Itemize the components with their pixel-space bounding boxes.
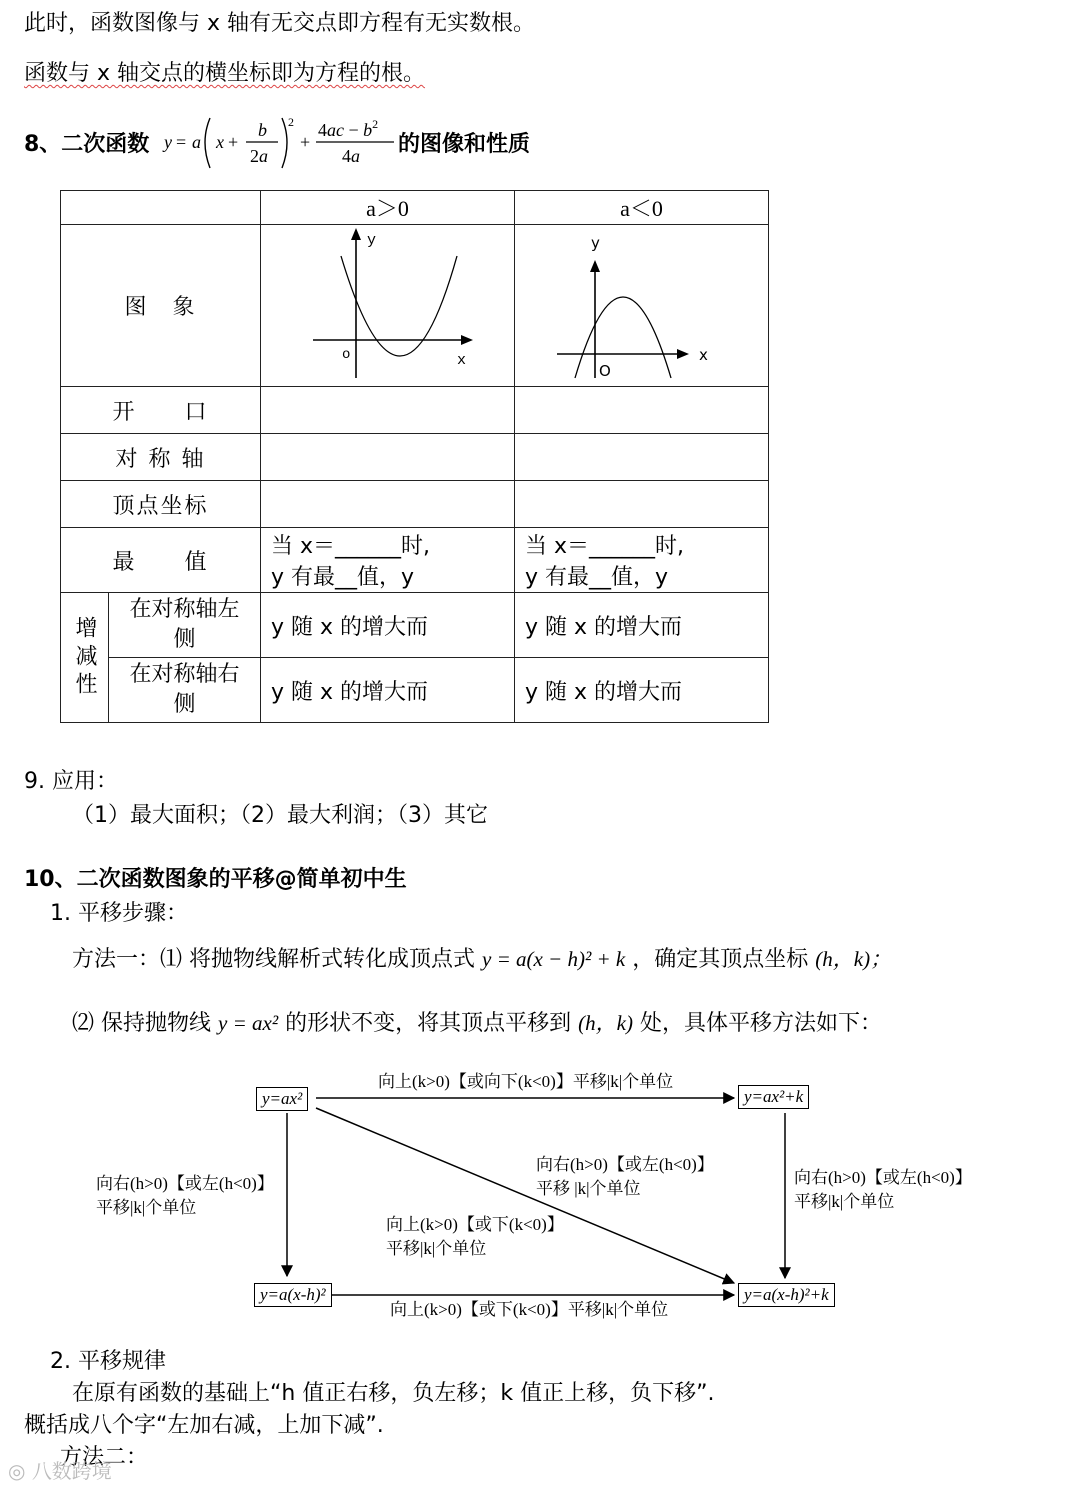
- method-1c-text-b: 的形状不变，将其顶点平移到: [285, 1011, 572, 1036]
- label-right-arrow-line-1: 向右(h>0)【或左(h<0)】: [794, 1168, 972, 1187]
- box-y-ax2: y=ax²: [256, 1087, 308, 1111]
- svg-text:y: y: [164, 132, 172, 152]
- rule-line-2: 概括成八个字“左加右减，上加下减”.: [24, 1413, 384, 1438]
- label-top-arrow: 向上(k>0)【或向下(k<0)】平移|k|个单位: [378, 1072, 674, 1091]
- label-right-arrow-line-2: 平移|k|个单位: [794, 1192, 895, 1211]
- intro-line-2: 函数与 x 轴交点的横坐标即为方程的根。: [24, 61, 426, 86]
- label-bottom-arrow: 向上(k>0)【或下(k<0)】平移|k|个单位: [390, 1300, 669, 1319]
- graph2-origin-label: O: [599, 361, 611, 380]
- label-diagonal-lower: [386, 1213, 564, 1261]
- row-label-left-side: 在对称轴左侧: [109, 593, 261, 658]
- method-2-title: 方法二：: [60, 1445, 149, 1470]
- method-1-text-a: 方法一：⑴ 将抛物线解析式转化成顶点式: [72, 947, 475, 972]
- method-1-text-b: ，确定其顶点坐标: [632, 947, 809, 972]
- section-9-content: （1）最大面积；（2）最大利润；（3）其它: [72, 803, 488, 828]
- left-neg-cell: y 随 x 的增大而: [515, 593, 769, 658]
- header-a-negative: a＜0: [515, 191, 769, 225]
- method-1-formula: y = a(x − h)² + k: [482, 947, 626, 971]
- svg-text:b: b: [258, 120, 267, 140]
- extreme-pos-line-1: 当 x＝______时,: [271, 534, 431, 559]
- svg-text:=: =: [176, 132, 187, 152]
- box-y-ax2-k: y=ax²+k: [738, 1085, 809, 1109]
- method-1c-text-a: ⑵ 保持抛物线: [72, 1011, 211, 1036]
- graph1-origin-label: o: [342, 346, 351, 363]
- method-1c-formula: y = ax²: [218, 1011, 279, 1035]
- row-label-axis: 对 称 轴: [61, 434, 261, 481]
- step-1-title: 1. 平移步骤：: [50, 901, 188, 926]
- watermark-icon: ◎: [8, 1459, 26, 1483]
- section-9-title: 9. 应用：: [24, 769, 118, 794]
- row-label-graph: 图 象: [61, 225, 261, 387]
- label-diagonal-line-4: 平移|k|个单位: [386, 1239, 487, 1258]
- label-right-arrow: [794, 1166, 972, 1214]
- watermark-text: 八数跨境: [31, 1459, 112, 1483]
- label-diagonal-line-2: 平移 |k|个单位: [536, 1179, 641, 1198]
- label-diagonal-line-1: 向右(h>0)【或左(h<0)】: [536, 1155, 714, 1174]
- watermark-logo: [8, 1455, 112, 1484]
- svg-text:4ac − b2: $4ac - b^2$: [318, 117, 379, 140]
- rule-title: 2. 平移规律: [50, 1349, 166, 1374]
- svg-text:x: x: [216, 132, 224, 152]
- section-8-suffix: 的图像和性质: [398, 132, 531, 157]
- rule-line-1: 在原有函数的基础上“h 值正右移，负左移；k 值正上移，负下移”.: [72, 1381, 715, 1406]
- row-label-extreme: 最 值: [61, 528, 261, 593]
- label-left-arrow-line-2: 平移|k|个单位: [96, 1198, 197, 1217]
- box-y-a-x-h-2-k: y=a(x-h)²+k: [738, 1283, 835, 1307]
- svg-text:2: 2: [288, 115, 294, 129]
- method-1-hk: (h，k)；: [815, 947, 892, 971]
- graph1-x-label: x: [457, 351, 467, 369]
- extreme-neg-line-1: 当 x＝______时,: [525, 534, 685, 559]
- row-label-opening: 开 口: [61, 387, 261, 434]
- label-diagonal-upper: [536, 1153, 714, 1201]
- method-1c-hk: (h，k): [578, 1011, 633, 1035]
- method-1c-text-c: 处，具体平移方法如下：: [639, 1011, 882, 1036]
- row-label-vertex: 顶点坐标: [61, 481, 261, 528]
- right-pos-cell: y 随 x 的增大而: [261, 658, 515, 723]
- graph1-y-label: y: [367, 231, 377, 249]
- svg-text:2a: 2a: [250, 146, 268, 166]
- section-10-title: 10、二次函数图象的平移@简单初中生: [24, 867, 407, 892]
- label-left-arrow-line-1: 向右(h>0)【或左(h<0)】: [96, 1174, 274, 1193]
- svg-text:4a: 4a: [342, 146, 360, 166]
- row-label-right-side: 在对称轴右侧: [109, 658, 261, 723]
- graph2-x-label: x: [699, 345, 708, 364]
- intro-line-1: 此时，函数图像与 x 轴有无交点即方程有无实数根。: [24, 11, 536, 36]
- label-left-arrow: [96, 1172, 274, 1220]
- extreme-neg-line-2: y 有最__值，y: [525, 565, 669, 590]
- section-8-prefix: 8、二次函数: [24, 132, 150, 157]
- row-label-monotonic: 增减性: [72, 615, 97, 700]
- graph2-y-label: y: [591, 233, 600, 252]
- box-y-a-x-h-2: y=a(x-h)²: [254, 1283, 332, 1307]
- header-a-positive: a＞0: [261, 191, 515, 225]
- left-pos-cell: y 随 x 的增大而: [261, 593, 515, 658]
- right-neg-cell: y 随 x 的增大而: [515, 658, 769, 723]
- svg-text:a: a: [192, 132, 201, 152]
- svg-text:+: +: [228, 132, 239, 152]
- label-diagonal-line-3: 向上(k>0)【或下(k<0)】: [386, 1215, 564, 1234]
- svg-text:+: +: [300, 132, 311, 152]
- extreme-pos-line-2: y 有最__值，y: [271, 565, 415, 590]
